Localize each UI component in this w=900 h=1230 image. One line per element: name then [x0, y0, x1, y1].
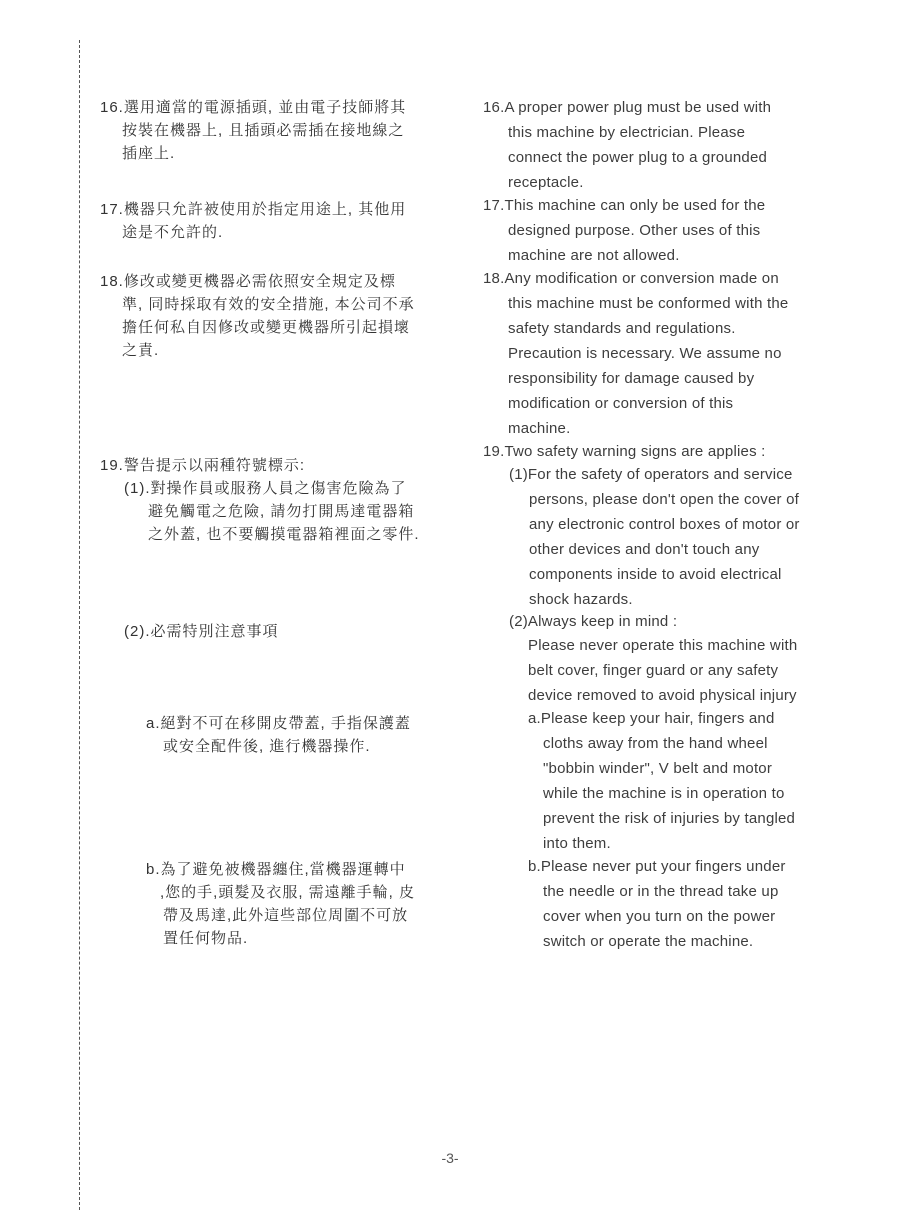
zh-line: 之責. [122, 342, 160, 359]
en-item-16 [483, 95, 771, 195]
en-item-19-2a [528, 706, 795, 856]
en-item-19-2-body [528, 633, 797, 708]
zh-item-19-2 [124, 620, 279, 643]
en-line: 17.This machine can only be used for the [483, 197, 766, 214]
en-line: receptacle. [508, 174, 584, 191]
en-line: device removed to avoid physical injury [528, 687, 797, 704]
en-line: machine are not allowed. [508, 247, 680, 264]
zh-line: 插座上. [122, 145, 176, 162]
en-line: b.Please never put your fingers under [528, 858, 786, 875]
en-line: designed purpose. Other uses of this [508, 222, 761, 239]
zh-line: 之外蓋, 也不要觸摸電器箱裡面之零件. [148, 526, 420, 543]
zh-item-17 [100, 198, 406, 244]
en-line: into them. [543, 835, 611, 852]
en-line: components inside to avoid electrical [529, 566, 782, 583]
en-line: (1)For the safety of operators and service [509, 466, 793, 483]
zh-item-19-2a [146, 712, 411, 758]
zh-line: 帶及馬達,此外這些部位周圍不可放 [163, 907, 409, 924]
en-line: connect the power plug to a grounded [508, 149, 768, 166]
zh-item-19-2b [146, 858, 415, 950]
en-line: other devices and don't touch any [529, 541, 760, 558]
zh-line: 16.選用適當的電源插頭, 並由電子技師將其 [100, 99, 407, 116]
en-item-17 [483, 193, 765, 268]
zh-item-16 [100, 96, 406, 165]
en-item-18 [483, 266, 788, 441]
binding-cut-line [79, 40, 80, 1210]
en-item-19-2b [528, 854, 786, 954]
en-line: modification or conversion of this [508, 395, 734, 412]
zh-item-18 [100, 270, 415, 362]
en-line: cloths away from the hand wheel [543, 735, 768, 752]
en-item-19 [483, 439, 766, 464]
en-line: the needle or in the thread take up [543, 883, 779, 900]
zh-line: (2).必需特別注意事項 [124, 623, 279, 640]
zh-line: 途是不允許的. [122, 224, 224, 241]
page-number: -3- [441, 1150, 459, 1166]
en-line: a.Please keep your hair, fingers and [528, 710, 775, 727]
en-line: safety standards and regulations. [508, 320, 736, 337]
en-line: belt cover, finger guard or any safety [528, 662, 779, 679]
zh-line: 置任何物品. [163, 930, 249, 947]
en-item-19-1 [509, 462, 800, 612]
zh-item-19-1 [124, 477, 420, 546]
zh-line: 避免觸電之危險, 請勿打開馬達電器箱 [148, 503, 415, 520]
zh-line: 或安全配件後, 進行機器操作. [163, 738, 371, 755]
en-line: responsibility for damage caused by [508, 370, 755, 387]
en-line: Please never operate this machine with [528, 637, 798, 654]
en-line: prevent the risk of injuries by tangled [543, 810, 796, 827]
zh-item-19 [100, 454, 305, 477]
en-item-19-2 [509, 609, 677, 634]
en-line: switch or operate the machine. [543, 933, 754, 950]
en-line: cover when you turn on the power [543, 908, 776, 925]
en-line: Precaution is necessary. We assume no [508, 345, 782, 362]
zh-line: a.絕對不可在移開皮帶蓋, 手指保護蓋 [146, 715, 411, 732]
en-line: shock hazards. [529, 591, 633, 608]
zh-line: b.為了避免被機器纏住,當機器運轉中 [146, 861, 406, 878]
zh-line: 18.修改或變更機器必需依照安全規定及標 [100, 273, 396, 290]
en-line: 18.Any modification or conversion made on [483, 270, 779, 287]
zh-line: 17.機器只允許被使用於指定用途上, 其他用 [100, 201, 407, 218]
zh-line: (1).對操作員或服務人員之傷害危險為了 [124, 480, 407, 497]
en-line: persons, please don't open the cover of [529, 491, 800, 508]
zh-line: 擔任何私自因修改或變更機器所引起損壞 [122, 319, 411, 336]
en-line: 19.Two safety warning signs are applies : [483, 443, 766, 460]
en-line: 16.A proper power plug must be used with [483, 99, 772, 116]
zh-line: 準, 同時採取有效的安全措施, 本公司不承 [122, 296, 415, 313]
zh-line: 按裝在機器上, 且插頭必需插在接地線之 [122, 122, 405, 139]
en-line: (2)Always keep in mind : [509, 613, 678, 630]
zh-line: 19.警告提示以兩種符號標示: [100, 457, 306, 474]
en-line: this machine by electrician. Please [508, 124, 746, 141]
en-line: "bobbin winder", V belt and motor [543, 760, 773, 777]
en-line: any electronic control boxes of motor or [529, 516, 800, 533]
en-line: machine. [508, 420, 571, 437]
en-line: this machine must be conformed with the [508, 295, 789, 312]
zh-line: ,您的手,頭髮及衣服, 需遠離手輪, 皮 [160, 884, 416, 901]
en-line: while the machine is in operation to [543, 785, 785, 802]
